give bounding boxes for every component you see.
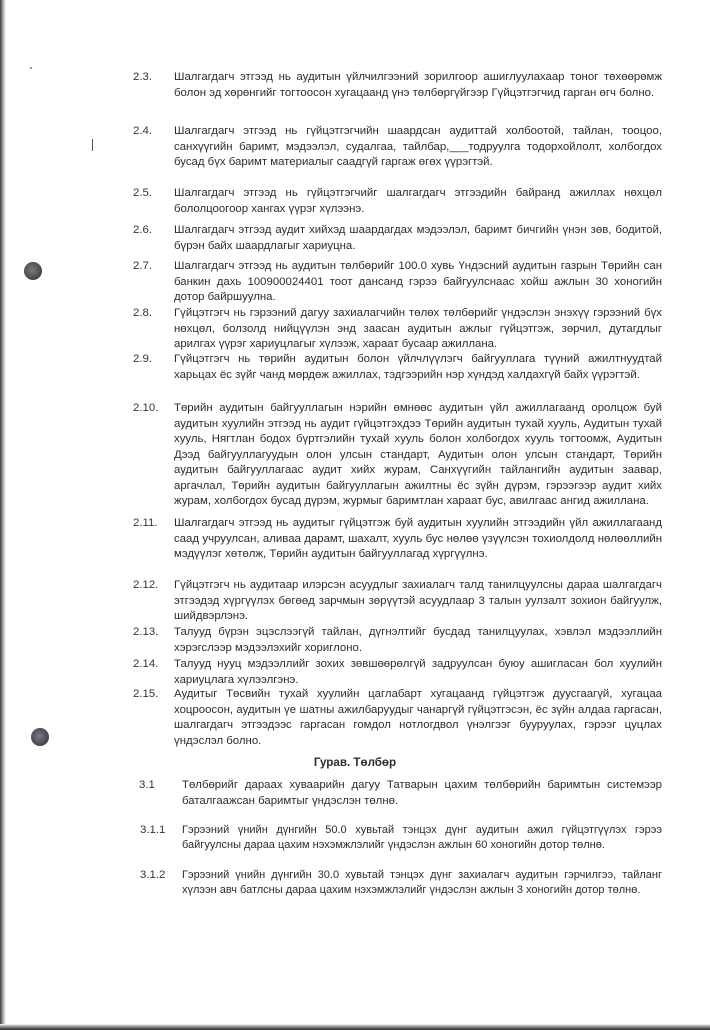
margin-mark — [92, 139, 93, 151]
clause-text: Гүйцэтгэгч нь аудитаар илэрсэн асуудлыг захиалагч талд танилцуулсны дараа шалгагдагч этгээдэд хүргүүлэх бөгөөд зарчмын зөрүүтэй асуудлаар 3 талын уулзалт зохион байгуулж, шийдвэрлэнэ. — [174, 579, 662, 622]
punch-hole-icon — [31, 728, 49, 746]
clause-text: Төлбөрийг дараах хуваарийн дагуу Татварын цахим төлбөрийн баримтын системээр баталгаажсан баримтыг үндэслэн төлнө. — [182, 779, 662, 807]
clause-text: Гэрээний үнийн дүнгийн 50.0 хувьтай тэнцэх дүнг аудитын ажил гүйцэтгүүлэх гэрээ байгуулсны дараа цахим нэхэмжлэлийг үндэслэн ажлын 60 хоногийн дотор төлнө. — [182, 824, 662, 851]
clause-number: 2.7. — [133, 260, 152, 272]
clause-number: 3.1 — [139, 779, 155, 791]
clause-number: 3.1.1 — [140, 824, 166, 836]
punch-hole-icon — [24, 262, 42, 280]
clause-number: 2.12. — [133, 579, 159, 591]
clause-text: Төрийн аудитын байгууллагын нэрийн өмнөөс аудитын үйл ажиллагаанд оролцож буй аудитын хуулийн этгээд нь аудит гүйцэтгэхдээ Төрийн аудитын тухай хууль, Аудитын тухай хууль, Нягтлан бодох бүртгэлийн тухай хууль болон холбогдох хууль тогтоомж, Аудитын Дээд байгууллагуудын олон улсын стандарт, Аудитын олон улсын стандарт, Төрийн аудитын байгууллагаас аудит хийх журам, Санхүүгийн тайлангийн аудитын заавар, аргачлал, Төрийн аудитын байгууллагын ажилтны ёс зүйн дүрэм, гэрээгээр аудит хийх журам, холбогдох бусад дүрэм, журмыг баримтлан хараат бус, авилгаас ангид ажиллана. — [174, 402, 662, 507]
clause-text: Талууд нууц мэдээллийг зохих зөвшөөрөлгүй задруулсан буюу ашигласан бол хуулийн хариуцлага хүлээлгэнэ. — [174, 658, 662, 686]
clause-text: Шалгагдагч этгээд нь аудитыг гүйцэтгэж буй аудитын хуулийн этгээдийн үйл ажиллагаанд саад учруулсан, аливаа дарамт, шахалт, хууль бус нөлөө үзүүлсэн тохиолдолд нөлөөллийн мэдүүлэг хөтөлж, Төрийн аудитын байгууллагад хүргүүлнэ. — [174, 517, 662, 560]
clause-number: 2.10. — [133, 402, 159, 414]
clause-number: 3.1.2 — [140, 869, 166, 881]
clause-text: Шалгагдагч этгээд нь аудитын төлбөрийг 100.0 хувь Үндэсний аудитын газрын Төрийн сан банкин дахь 100900024401 тоот дансанд гэрээ байгуулснаас хойш ажлын 30 хоногийн дотор байршуулна. — [174, 260, 662, 303]
clause-number: 2.15. — [133, 688, 159, 700]
clause-number: 2.14. — [133, 658, 159, 670]
clause-text: Гэрээний үнийн дүнгийн 30.0 хувьтай тэнцэх дүнг захиалагч аудитын гэрчилгээ, тайланг хүлээн авч батлсны дараа цахим нэхэмжлэлийг үндэслэн ажлын 3 хоногийн дотор төлнө. — [182, 869, 662, 896]
clause-number: 2.6. — [133, 224, 152, 236]
scan-speck — [30, 67, 32, 69]
clause-number: 2.5. — [133, 187, 152, 199]
clause-text: Шалгагдагч этгээд нь гүйцэтгэгчийг шалгагдагч этгээдийн байранд ажиллах нөхцөл бололцоогоор хангах үүрэг хүлээнэ. — [174, 187, 662, 215]
clause-text: Гүйцэтгэгч нь гэрээний дагуу захиалагчийн төлөх төлбөрийг үндэслэн энэхүү гэрээний бүх нөхцөл, болзолд нийцүүлэн энд заасан аудитын ажлыг гүйцэтгэж, зөрчил, дутагдлыг арилгах үүрэг хариуцлагыг хүлээж, хараат бусаар ажиллана. — [174, 307, 662, 350]
scan-edge-left — [0, 0, 6, 1030]
clause-text: Шалгагдагч этгээд нь аудитын үйлчилгээний зорилгоор ашиглуулахаар тоног төхөөрөмж болон эд хөрөнгийг тогтоосон хугацаанд үнэ төлбөргүйгээр Гүйцэтгэгчид гарган өгч болно. — [174, 71, 662, 99]
clause-number: 2.4. — [133, 125, 152, 137]
clause-text: Шалгагдагч этгээд нь гүйцэтгэгчийн шаардсан аудиттай холбоотой, тайлан, тооцоо, санхүүгийн баримт, мэдээлэл, судалгаа, тайлбар,___тодруулга тодорхойлолт, холбогдох бусад бүх баримт материалыг саадгүй гаргаж өгөх үүрэгтэй. — [174, 125, 662, 168]
section-heading: Гурав. Төлбөр — [313, 756, 397, 769]
clause-text: Гүйцэтгэгч нь төрийн аудитын болон үйлчлүүлэгч байгууллага түүний ажилтнуудтай харьцах ёс зүйг чанд мөрдөж ажиллах, тэдгээрийн нэр хүндэд халдахгүй байх үүрэгтэй. — [174, 353, 662, 381]
clause-text: Аудитыг Төсвийн тухай хуулийн цаглабарт хугацаанд гүйцэтгэж дуусгаагүй, хугацаа хоцроосон, аудитын үе шатны ажилбаруудыг чанаргүй гүйцэтгэсэн, ёс зүйн алдаа гаргасан, шалгагдагч этгээдээс гаргасан гомдол нотлогдвол үнэлгээг бууруулах, гэрээг цуцлах үндэслэл болно. — [174, 688, 662, 747]
clause-number: 2.3. — [133, 71, 152, 83]
clause-number: 2.11. — [133, 517, 158, 529]
clause-number: 2.13. — [133, 626, 159, 638]
clause-number: 2.8. — [133, 307, 152, 319]
clause-text: Шалгагдагч этгээд аудит хийхэд шаардагдах мэдээлэл, баримт бичгийн үнэн зөв, бодитой, бүрэн байх шаардлагыг хариуцна. — [174, 224, 662, 252]
clause-number: 2.9. — [133, 353, 152, 365]
scan-edge-bottom — [0, 1024, 710, 1030]
clause-text: Талууд бүрэн эцэслээгүй тайлан, дүгнэлтийг бусдад танилцуулах, хэвлэл мэдээллийн хэрэгслээр мэдээлэхийг хориглоно. — [174, 626, 662, 654]
